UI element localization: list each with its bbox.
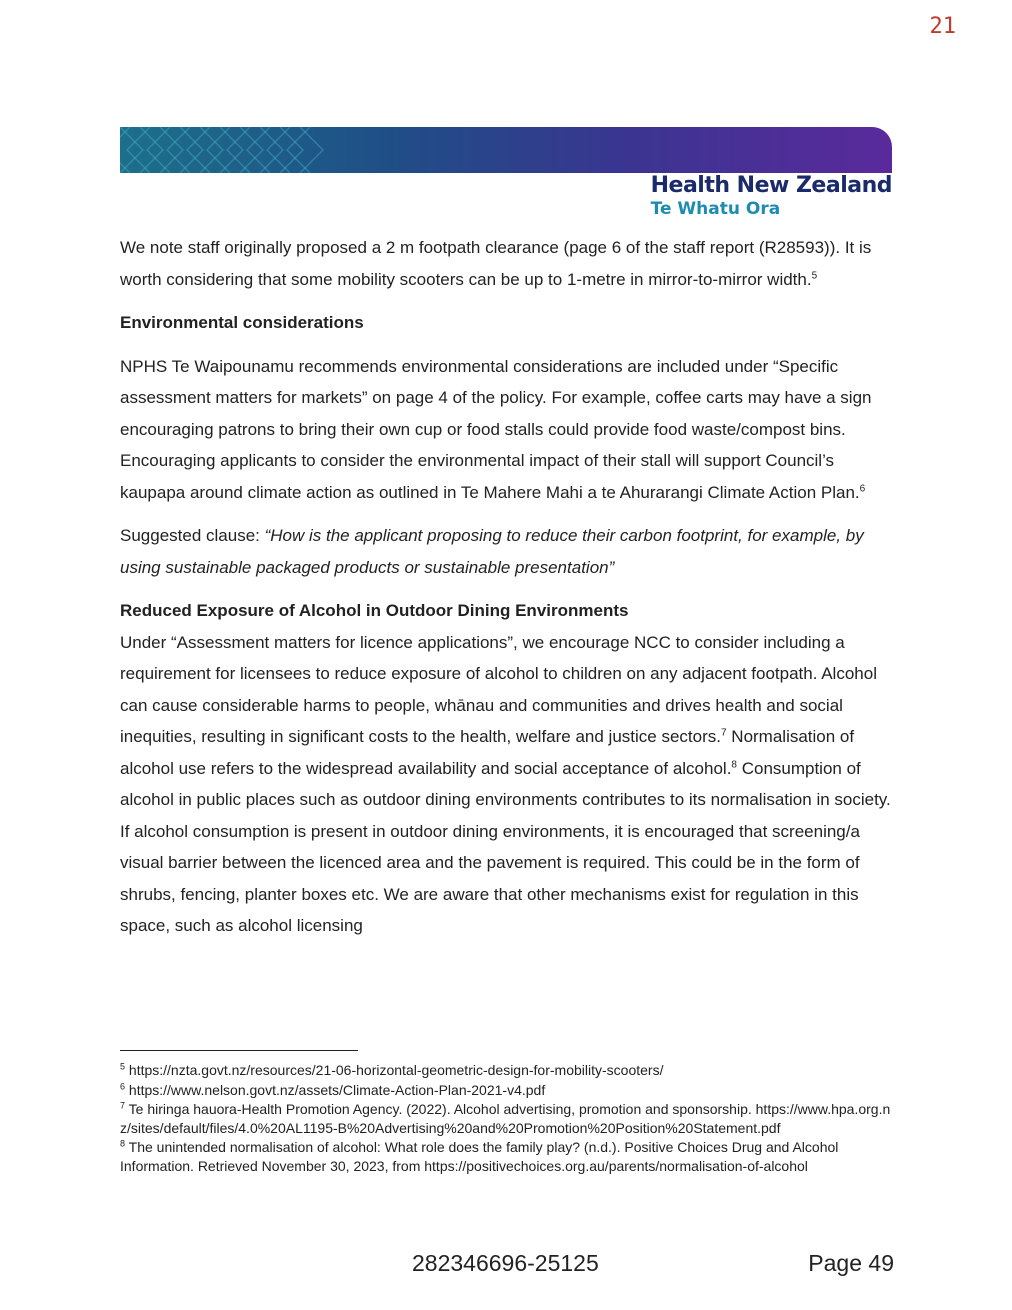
clause-lead: Suggested clause: [120,526,265,545]
footnote-text: The unintended normalisation of alcohol: What role does the family play? (n.d.). Positive Choices Drug and Alcohol Information. Retrieved November 30, 2023, from https://positivechoices.org.au/parents/normalisation-of-alcohol [120,1139,839,1174]
heading-environmental: Environmental considerations [120,313,364,332]
footnote-number: 5 [120,1061,126,1072]
paragraph-alcohol-a: Under “Assessment matters for licence applications”, we encourage NCC to consider including a requirement for licensees to reduce exposure of alcohol to children on any adjacent footpath. Alcohol can cause considerable harms to people, whānau and communities and drives health and social inequities, resulting in significant costs to the health, welfare and justice sectors. [120,632,877,746]
footnotes [120,1061,900,1176]
paragraph-environmental-text: NPHS Te Waipounamu recommends environmental considerations are included under “Specific assessment matters for markets” on page 4 of the policy. For example, coffee carts may have a sign encouraging patrons to bring their own cup or food stalls could provide food waste/compost bins. Encouraging applicants to consider the environmental impact of their stall will support Council’s kaupapa around climate action as outlined in Te Mahere Mahi a te Ahurarangi Climate Action Plan. [120,356,872,502]
footnote-number: 6 [120,1080,126,1091]
paragraph-footpath-text: We note staff originally proposed a 2 m footpath clearance (page 6 of the staff report (R28593)). It is worth considering that some mobility scooters can be up to 1-metre in mirror-to-mirror width. [120,238,872,289]
footnote-ref-6: 6 [859,482,866,494]
footnote-text: https://nzta.govt.nz/resources/21-06-horizontal-geometric-design-for-mobility-scooters/ [125,1062,664,1078]
top-page-number: 21 [929,14,956,39]
footnote-text: https://www.nelson.govt.nz/assets/Climate-Action-Plan-2021-v4.pdf [125,1081,546,1098]
brand-maori: Te Whatu Ora [650,199,781,219]
footnote-number: 7 [120,1100,126,1111]
document-id: 282346696-25125 [412,1250,599,1276]
footnote-divider [120,1050,358,1051]
paragraph-alcohol-c: Consumption of alcohol in public places such as outdoor dining environments contributes to its normalisation in society. If alcohol consumption is present in outdoor dining environments, it is encouraged that screening/a visual barrier between the licenced area and the pavement is required. This could be in the form of shrubs, fencing, planter boxes etc. We are aware that other mechanisms exist for regulation in this space, such as alcohol licensing [120,758,891,935]
page-label: Page 49 [808,1250,894,1276]
header-banner [120,127,892,173]
paragraph-alcohol [120,627,892,942]
footnote-5 [120,1061,900,1080]
paragraph-suggested-clause [120,520,892,583]
paragraph-footpath [120,232,892,295]
paragraph-alcohol-b: Normalisation of alcohol use refers to the widespread availability and social acceptance of alcohol. [120,727,855,778]
health-nz-logo [651,173,892,219]
footnote-7 [120,1100,900,1137]
footnote-6 [120,1081,900,1100]
koru-pattern-icon [120,127,380,173]
footnote-ref-5: 5 [811,269,818,281]
footnote-number: 8 [120,1138,126,1149]
brand-english: Health New Zealand [650,173,892,198]
footnote-text: Te hiringa hauora-Health Promotion Agency. (2022). Alcohol advertising, promotion and sponsorship. https://www.hpa.org.nz/sites/default/files/4.0%20AL1195-B%20Advertising%20and%20Promotion%20Position%20Statement.pdf [120,1101,891,1136]
footnote-ref-7: 7 [721,727,727,739]
heading-alcohol: Reduced Exposure of Alcohol in Outdoor Dining Environments [120,601,629,620]
paragraph-environmental [120,351,892,509]
body-content [120,232,892,954]
clause-text: “How is the applicant proposing to reduce their carbon footprint, for example, by using sustainable packaged products or sustainable presentation” [120,526,864,577]
footnote-ref-8: 8 [731,758,737,770]
footnote-8 [120,1138,900,1175]
